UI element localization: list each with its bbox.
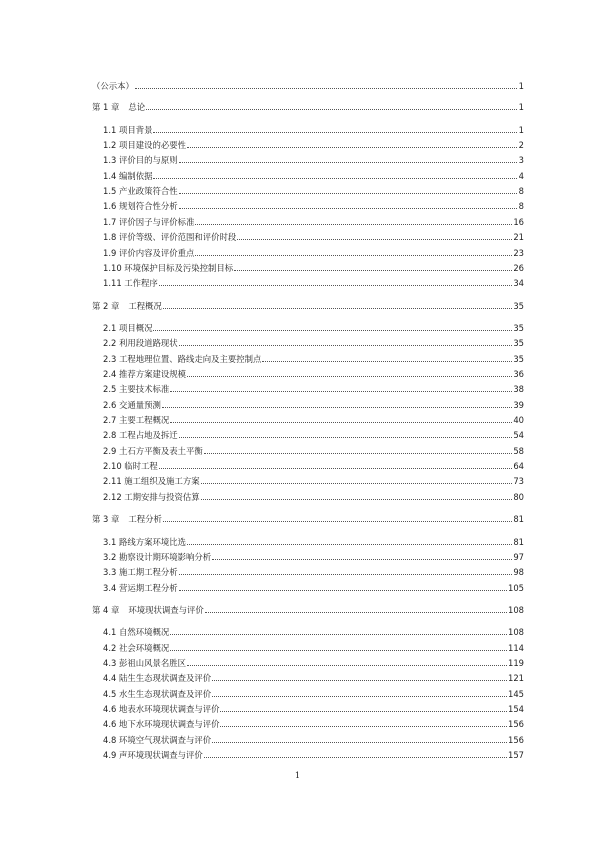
dot-leader [162,407,512,408]
section-label: 2.9 土石方平衡及表土平衡 [103,445,203,456]
toc-page-number: 40 [513,415,524,425]
dot-leader [170,650,507,651]
toc-section-entry[interactable] [103,624,524,638]
dot-leader [179,345,513,346]
toc-section-entry[interactable] [103,747,524,761]
toc-entry-label [103,262,233,274]
toc-section-entry[interactable] [103,716,524,730]
toc-page-number: 73 [513,476,524,487]
preface-label: （公示本） [92,81,134,91]
toc-entry-label [103,460,158,472]
section-label: 4.6 地表水环境现状调查与评价 [103,704,220,714]
toc-page-number: 1 [518,81,524,91]
toc-page-number: 98 [513,567,524,578]
toc-page-number: 39 [513,399,524,410]
chapter-number: 第 2 章 [92,300,120,311]
toc-section-entry[interactable] [103,168,524,182]
section-label: 3.1 路线方案环境比选 [103,536,186,547]
toc-section-entry[interactable] [103,260,524,274]
section-label: 1.5 产业政策符合性 [103,186,178,197]
dot-leader [220,726,507,727]
section-label: 2.4 推荐方案建设规模 [103,368,186,379]
toc-entry-label [103,749,203,761]
section-label: 1.10 环境保护目标及污染控制目标 [103,262,234,273]
toc-entry-label [92,101,145,113]
dot-leader [153,330,512,331]
dot-leader [205,612,507,613]
dot-leader [237,239,512,240]
dot-leader [179,208,517,209]
toc-entry-preface[interactable] [92,78,524,92]
toc-entry-label [103,277,158,289]
chapter-title: 总论 [128,102,146,113]
toc-entry-label [103,688,211,700]
toc-page-number: 119 [508,657,524,668]
toc-page-number: 80 [513,491,524,502]
toc-section-entry[interactable] [103,686,524,700]
dot-leader [179,574,513,575]
dot-leader [220,711,507,712]
dot-leader [187,665,507,666]
toc-section-entry[interactable] [103,412,524,426]
toc-section-entry[interactable] [103,670,524,684]
toc-page-number: 145 [508,688,524,699]
dot-leader [204,757,507,758]
toc-section-entry[interactable] [103,549,524,563]
dot-leader [212,559,512,560]
dot-leader [179,162,517,163]
toc-section-entry[interactable] [103,427,524,441]
dot-leader [170,422,512,423]
toc-page-number: 26 [513,262,524,273]
toc-page-number: 16 [513,216,524,227]
toc-section-entry[interactable] [103,320,524,334]
section-label: 2.2 利用段道路现状 [103,338,178,349]
section-label: 2.5 主要技术标准 [103,384,170,395]
toc-entry-label [103,231,236,243]
toc-entry-label [103,368,186,380]
toc-entry-label [103,170,152,182]
dot-leader [187,147,517,148]
toc-entry-label [103,734,211,746]
toc-page-number: 8 [518,186,524,197]
toc-entry-label [103,322,152,334]
toc-section-entry[interactable] [103,564,524,578]
toc-entry-label [92,300,162,312]
toc-page-number: 1 [518,102,524,113]
section-label: 4.8 环境空气现状调查与评价 [103,734,212,745]
section-label: 3.3 施工期工程分析 [103,567,178,578]
toc-page-number: 35 [513,300,524,311]
toc-section-entry[interactable] [103,152,524,166]
toc-page-number: 35 [513,353,524,364]
toc-section-entry[interactable] [103,397,524,411]
toc-section-entry[interactable] [103,275,524,289]
chapter-title: 环境现状调查与评价 [128,604,204,615]
toc-page-number: 4 [518,170,524,181]
toc-entry-label [103,566,178,578]
section-label: 1.7 评价因子与评价标准 [103,216,195,227]
toc-page-number: 81 [513,536,524,547]
toc-entry-label [103,353,261,365]
dot-leader [170,391,512,392]
toc-section-entry[interactable] [103,458,524,472]
toc-section-entry[interactable] [103,655,524,669]
toc-section-entry[interactable] [103,381,524,395]
toc-page-number: 156 [508,719,524,730]
section-label: 3.2 勘察设计期环境影响分析 [103,551,212,562]
toc-entry-label [103,642,169,654]
toc-entry-label [103,337,178,349]
toc-entry-label [92,513,162,525]
toc-section-entry[interactable] [103,443,524,457]
dot-leader [201,483,513,484]
dot-leader [195,224,512,225]
dot-leader [187,376,512,377]
toc-section-entry[interactable] [103,229,524,243]
toc-page-number: 8 [518,201,524,212]
dot-leader [163,521,512,522]
toc-page-number: 38 [513,384,524,395]
toc-entry-label [103,124,152,136]
section-label: 2.8 工程占地及拆迁 [103,430,178,441]
section-label: 4.9 声环境现状调查与评价 [103,750,203,760]
section-label: 3.4 营运期工程分析 [103,582,178,593]
toc-section-entry[interactable] [103,183,524,197]
section-label: 4.1 自然环境概况 [103,627,170,638]
toc-page-number: 157 [508,750,524,760]
dot-leader [159,285,513,286]
section-label: 1.3 评价目的与原则 [103,155,178,166]
toc-page-number: 105 [508,582,524,593]
page-number: 1 [294,770,301,780]
toc-entry-label [103,429,178,441]
section-label: 1.6 规划符合性分析 [103,201,178,212]
toc-page-number: 97 [513,551,524,562]
dot-leader [187,544,512,545]
toc-entry-label [103,551,211,563]
dot-leader [170,634,507,635]
dot-leader [179,590,507,591]
dot-leader [146,109,517,110]
section-label: 1.9 评价内容及评价重点 [103,247,195,258]
toc-section-entry[interactable] [103,122,524,136]
chapter-title: 工程分析 [128,514,162,525]
section-label: 2.6 交通量预测 [103,399,161,410]
dot-leader [262,361,512,362]
section-label: 2.12 工期安排与投资估算 [103,491,200,502]
toc-entry-label [103,626,169,638]
toc-entry-label [103,718,219,730]
section-label: 4.3 彭祖山风景名胜区 [103,657,186,668]
toc-chapter-3[interactable] [92,511,524,525]
section-label: 2.3 工程地理位置、路线走向及主要控制点 [103,353,262,364]
toc-entry-label [103,536,186,548]
toc-page-number: 81 [513,514,524,525]
toc-entry-label [103,383,169,395]
toc-entry-label [103,139,186,151]
section-label: 2.10 临时工程 [103,461,158,472]
toc-page-number: 36 [513,368,524,379]
toc-entry-label [103,445,203,457]
section-label: 1.4 编制依据 [103,170,153,181]
section-label: 4.4 陆生生态现状调查及评价 [103,673,212,684]
toc-page-number: 154 [508,704,524,714]
section-label: 1.8 评价等级、评价范围和评价时段 [103,232,237,243]
toc-page-number: 156 [508,734,524,745]
toc-entry-label [92,80,134,92]
dot-leader [212,742,507,743]
toc-section-entry[interactable] [103,580,524,594]
dot-leader [159,468,513,469]
toc-entry-label [103,475,200,487]
toc-section-entry[interactable] [103,137,524,151]
toc-section-entry[interactable] [103,366,524,380]
section-label: 4.6 地下水环境现状调查与评价 [103,719,220,730]
toc-chapter-1[interactable] [92,99,524,113]
toc-section-entry[interactable] [103,489,524,503]
dot-leader [212,696,507,697]
section-label: 1.2 项目建设的必要性 [103,140,186,151]
chapter-number: 第 4 章 [92,604,120,615]
toc-entry-label [103,491,200,503]
toc-entry-label [103,185,178,197]
toc-section-entry[interactable] [103,640,524,654]
toc-page-number: 3 [518,155,524,166]
toc-page-number: 58 [513,445,524,456]
dot-leader [163,308,512,309]
chapter-title: 工程概况 [128,300,162,311]
toc-chapter-2[interactable] [92,298,524,312]
dot-leader [195,255,512,256]
toc-section-entry[interactable] [103,473,524,487]
toc-section-entry[interactable] [103,198,524,212]
toc-entry-label [103,247,194,259]
toc-section-entry[interactable] [103,351,524,365]
toc-page-number: 64 [513,461,524,472]
toc-page-number: 2 [518,140,524,151]
toc-page-number: 35 [513,338,524,349]
chapter-number: 第 3 章 [92,514,120,525]
toc-entry-label [103,582,178,594]
toc-entry-label [92,604,204,616]
toc-page-number: 23 [513,247,524,258]
toc-entry-label [103,657,186,669]
dot-leader [212,680,507,681]
toc-chapter-4[interactable] [92,602,524,616]
toc-section-entry[interactable] [103,701,524,715]
dot-leader [179,437,513,438]
toc-entry-label [103,399,161,411]
chapter-number: 第 1 章 [92,102,120,113]
dot-leader [153,132,517,133]
toc-entry-label [103,216,194,228]
toc-section-entry[interactable] [103,732,524,746]
toc-page-number: 34 [513,278,524,289]
section-label: 1.1 项目背景 [103,124,153,135]
dot-leader [234,270,512,271]
toc-section-entry[interactable] [103,335,524,349]
toc-page-number: 35 [513,322,524,333]
toc-page-number: 1 [518,124,524,135]
dot-leader [204,453,513,454]
toc-section-entry[interactable] [103,214,524,228]
section-label: 1.11 工作程序 [103,278,158,289]
section-label: 4.2 社会环境概况 [103,642,170,653]
dot-leader [135,88,517,89]
toc-section-entry[interactable] [103,245,524,259]
toc-page-number: 54 [513,430,524,441]
toc-entry-label [103,703,219,715]
toc-page-number: 21 [513,232,524,243]
toc-entry-label [103,154,178,166]
toc-page-number: 121 [508,673,524,684]
dot-leader [201,499,513,500]
toc-entry-label [103,672,211,684]
toc-page-number: 114 [508,642,524,653]
toc-page-number: 108 [508,604,524,615]
toc-page-number: 108 [508,627,524,638]
toc-section-entry[interactable] [103,534,524,548]
toc-entry-label [103,414,169,426]
section-label: 2.1 项目概况 [103,322,153,333]
dot-leader [179,193,517,194]
section-label: 2.7 主要工程概况 [103,415,170,425]
dot-leader [153,178,517,179]
toc-entry-label [103,200,178,212]
section-label: 2.11 施工组织及施工方案 [103,476,200,487]
section-label: 4.5 水生生态现状调查及评价 [103,688,212,699]
